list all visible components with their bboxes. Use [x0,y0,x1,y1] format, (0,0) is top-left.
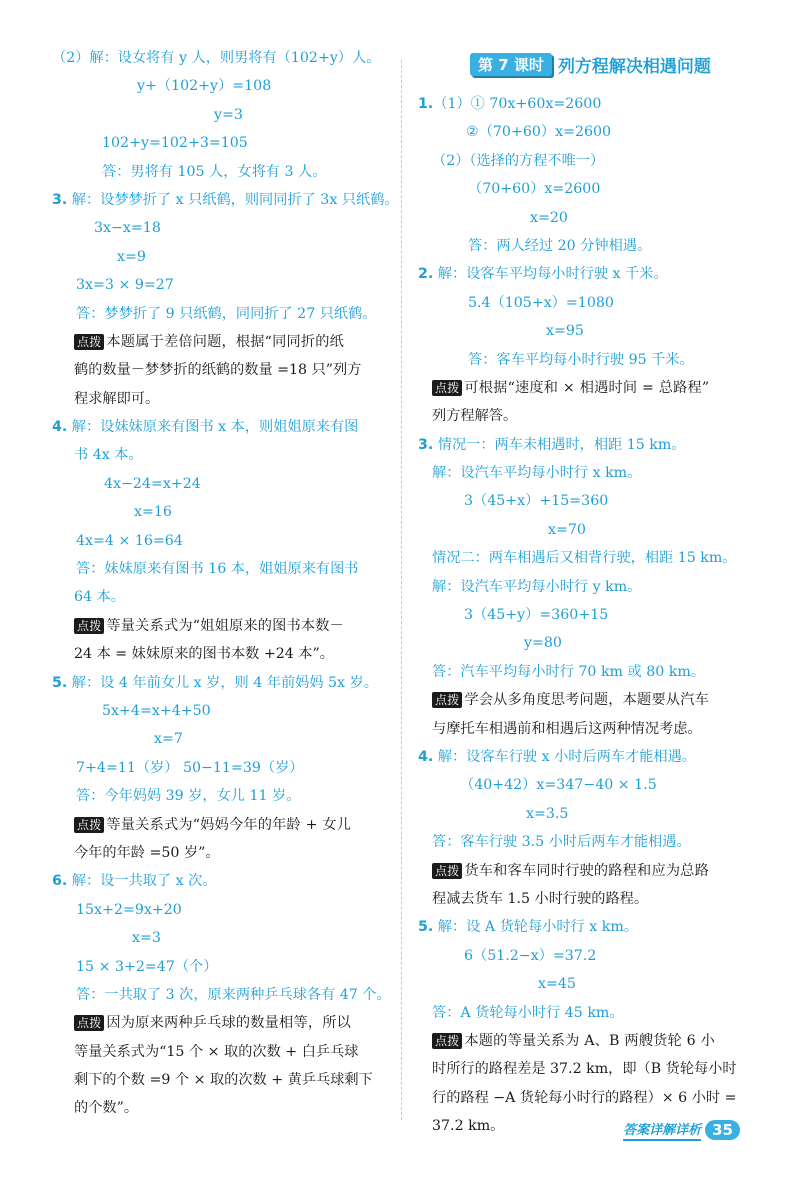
line-text: 解：设妹妹原来有图书 x 本，则姐姐原来有图 [67,419,359,436]
answer-line [52,214,392,242]
hint-tag: 点拨 [74,618,104,634]
note-line [52,811,392,839]
answer-line [52,300,392,328]
line-text: 答：梦梦折了 9 只纸鹤，同同折了 27 只纸鹤。 [76,305,377,322]
line-text: 解：设 4 年前女儿 x 岁，则 4 年前妈妈 5x 岁。 [67,674,378,691]
answer-line [52,583,392,611]
line-text: x=20 [530,209,568,226]
answer-line [418,743,763,771]
line-text: y=80 [524,635,562,652]
answer-line [52,754,392,782]
line-text: 答：一共取了 3 次，原来两种乒乓球各有 47 个。 [76,986,391,1003]
answer-line [418,828,763,856]
line-text: 答：汽车平均每小时行 70 km 或 80 km。 [432,663,706,680]
line-text: 等量关系式为“妈妈今年的年龄 + 女儿 [106,816,352,833]
line-text: 37.2 km。 [432,1118,505,1135]
line-text: 答：今年妈妈 39 岁，女儿 11 岁。 [76,788,301,805]
line-text: 5.4（105+x）=1080 [468,294,614,311]
answer-line [52,640,392,668]
answer-line [52,243,392,271]
hint-tag: 点拨 [74,334,104,350]
answer-line [52,1094,392,1122]
answer-line [418,346,763,374]
line-text: 本题属于差倍问题，根据“同同折的纸 [106,333,345,350]
answer-line [418,431,763,459]
line-text: 时所行的路程差是 37.2 km，即（B 货轮每小时 [432,1061,737,1078]
answer-line [52,413,392,441]
line-text: （40+42）x=347−40 × 1.5 [460,777,657,794]
answer-line [418,317,763,345]
answer-line [418,459,763,487]
line-text: x=3.5 [526,805,569,822]
answer-line [418,204,763,232]
question-number: 5. [418,919,434,936]
answer-line [52,72,392,100]
line-text: y+（102+y）=108 [137,78,272,95]
line-text: 行的路程 −A 货轮每小时行的路程）× 6 小时 = [432,1089,737,1106]
line-text: 鹤的数量－梦梦折的纸鹤的数量 =18 只”列方 [74,362,362,379]
line-text: 5x+4=x+4+50 [102,702,211,719]
line-text: 64 本。 [74,589,125,606]
answer-line [52,697,392,725]
line-text: 解：设梦梦折了 x 只纸鹤，则同同折了 3x 只纸鹤。 [67,191,399,208]
hint-tag: 点拨 [432,1033,462,1049]
footer-label: 答案详解详析 [623,1119,701,1141]
line-text: 15 × 3+2=47（个） [76,958,218,975]
line-text: 的个数”。 [74,1100,139,1117]
answer-line [418,942,763,970]
line-text: x=95 [546,323,584,340]
line-text: ②（70+60）x=2600 [466,124,612,141]
line-text: x=7 [154,731,183,748]
line-text: 今年的年龄 =50 岁”。 [74,844,220,861]
answer-line [52,44,392,72]
line-text: x=45 [538,976,576,993]
note-line [52,328,392,356]
line-text: （2）解：设女将有 y 人，则男将有（102+y）人。 [52,50,381,66]
line-text: 答：客车平均每小时行驶 95 千米。 [468,351,694,368]
line-text: 15x+2=9x+20 [76,901,182,918]
hint-tag: 点拨 [432,863,462,879]
answer-line [52,867,392,895]
line-text: 程减去货车 1.5 小时行驶的路程。 [432,890,649,907]
answer-line [418,118,763,146]
line-text: 3x=3 × 9=27 [76,277,174,294]
answer-line [52,555,392,583]
answer-line [52,981,392,1009]
line-text: 3（45+y）=360+15 [464,607,609,624]
page-footer [623,1119,740,1141]
lesson-title [418,44,763,84]
answer-line [418,629,763,657]
line-text: 可根据“速度和 × 相遇时间 = 总路程” [464,379,710,396]
answer-line [418,544,763,572]
line-text: 解：设 A 货轮每小时行 x km。 [433,919,638,936]
answer-line [52,527,392,555]
line-text: 货车和客车同时行驶的路程和应为总路 [464,862,709,879]
answer-line [52,725,392,753]
answer-line [52,669,392,697]
answer-line [52,158,392,186]
line-text: 4x=4 × 16=64 [76,532,183,549]
answer-line [52,498,392,526]
note-line [418,374,763,402]
lesson-title-text: 列方程解决相遇问题 [557,56,711,77]
answer-line [418,232,763,260]
answer-line [418,289,763,317]
answer-line [52,1038,392,1066]
line-text: 3（45+x）+15=360 [464,493,609,510]
line-text: 答：两人经过 20 分钟相遇。 [468,237,652,254]
answer-line [52,101,392,129]
line-text: 答：妹妹原来有图书 16 本，姐姐原来有图书 [76,561,359,578]
line-text: 3x−x=18 [94,220,161,237]
line-text: （2）（选择的方程不唯一） [432,152,605,169]
right-column-lines [418,90,763,1140]
answer-line [418,516,763,544]
answer-line [52,782,392,810]
line-text: 因为原来两种乒乓球的数量相等，所以 [106,1015,351,1032]
answer-line [418,658,763,686]
answer-line [418,487,763,515]
answer-line [418,885,763,913]
line-text: 答：客车行驶 3.5 小时后两车才能相遇。 [432,834,691,851]
line-text: 剩下的个数 =9 个 × 取的次数 + 黄乒乓球剩下 [74,1072,373,1089]
line-text: 学会从多角度思考问题，本题要从汽车 [464,692,709,709]
line-text: x=9 [117,248,146,265]
question-number: 3. [52,191,68,208]
note-line [418,857,763,885]
answer-line [418,715,763,743]
line-text: x=70 [548,521,586,538]
note-line [52,612,392,640]
line-text: x=16 [134,504,172,521]
hint-tag: 点拨 [432,380,462,396]
line-text: 答：A 货轮每小时行 45 km。 [432,1004,624,1021]
note-line [418,1027,763,1055]
line-text: 等量关系式为“姐姐原来的图书本数－ [106,617,345,634]
question-number: 4. [418,748,434,765]
line-text: 解：设汽车平均每小时行 x km。 [432,465,642,482]
question-number: 1. [418,96,434,112]
line-text: 解：设客车平均每小时行驶 x 千米。 [433,266,668,283]
line-text: x=3 [132,930,161,947]
answer-line [418,402,763,430]
line-text: 解：设一共取了 x 次。 [67,873,217,890]
answer-line [52,186,399,214]
line-text: 列方程解答。 [432,408,518,425]
answer-line [418,970,763,998]
line-text: 6（51.2−x）=37.2 [464,947,597,964]
answer-line [52,924,392,952]
note-line [418,686,763,714]
line-text: 解：设汽车平均每小时行 y km。 [432,578,642,595]
hint-tag: 点拨 [74,817,104,833]
answer-line [418,601,763,629]
line-text: （70+60）x=2600 [468,181,601,198]
answer-line [52,129,392,157]
line-text: y=3 [214,106,243,123]
question-number: 5. [52,674,68,691]
answer-line [52,953,392,981]
answer-line [52,271,392,299]
right-column [418,44,763,1140]
line-text: 24 本 = 妹妹原来的图书本数 +24 本”。 [74,646,334,663]
answer-line [418,1055,763,1083]
answer-line [52,385,392,413]
left-column [52,44,399,1123]
line-text: 答：男将有 105 人，女将有 3 人。 [102,163,327,180]
column-divider [401,60,402,1120]
answer-line [52,356,392,384]
line-text: 程求解即可。 [74,390,160,407]
answer-line [52,470,392,498]
answer-line [418,573,763,601]
answer-line [418,260,763,288]
note-line [52,1009,392,1037]
line-text: 情况一：两车未相遇时，相距 15 km。 [433,436,686,453]
line-text: 解：设客车行驶 x 小时后两车才能相遇。 [433,748,696,765]
line-text: 4x−24=x+24 [104,475,201,492]
lesson-badge: 第 7 课时 [470,53,552,76]
answer-line [418,1084,763,1112]
question-number: 4. [52,419,68,436]
line-text: 102+y=102+3=105 [102,135,248,152]
hint-tag: 点拨 [74,1015,104,1031]
answer-line [418,800,763,828]
line-text: 与摩托车相遇前和相遇后这两种情况考虑。 [432,720,702,737]
hint-tag: 点拨 [432,692,462,708]
line-text: （1）① 70x+60x=2600 [433,96,602,112]
question-number: 3. [418,436,434,453]
answer-line [418,147,763,175]
question-number: 2. [418,266,434,283]
answer-line [418,999,763,1027]
line-text: 本题的等量关系为 A、B 两艘货轮 6 小 [464,1032,715,1049]
answer-line [52,839,392,867]
line-text: 7+4=11（岁） 50−11=39（岁） [76,759,304,776]
answer-line [418,913,763,941]
line-text: 情况二：两车相遇后又相背行驶，相距 15 km。 [432,550,737,567]
answer-line [418,771,763,799]
answer-line [52,1066,392,1094]
answer-line [418,90,763,118]
line-text: 书 4x 本。 [74,447,143,464]
answer-line [418,175,763,203]
question-number: 6. [52,873,68,890]
page-number: 35 [705,1120,740,1140]
line-text: 等量关系式为“15 个 × 取的次数 + 白乒乓球 [74,1043,359,1060]
answer-line [52,441,392,469]
answer-line [52,896,392,924]
